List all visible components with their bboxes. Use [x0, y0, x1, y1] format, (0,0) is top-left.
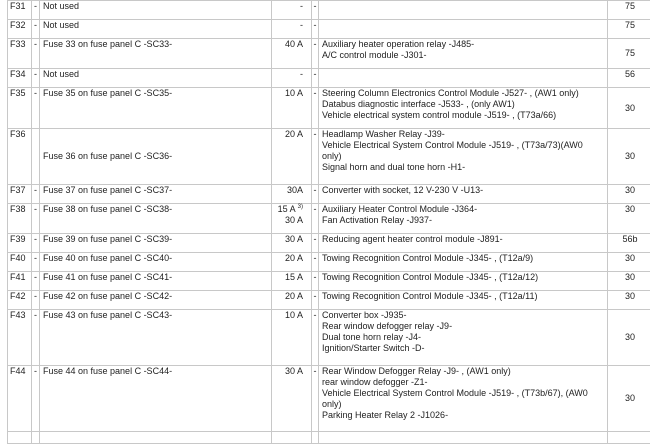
fuse-description: Fuse 44 on fuse panel C -SC44- — [40, 366, 272, 432]
table-row — [8, 129, 650, 185]
fuse-id: F39 — [8, 234, 32, 253]
separator: - — [312, 234, 319, 253]
separator: - — [312, 291, 319, 310]
separator: - — [32, 310, 40, 366]
separator: - — [32, 366, 40, 432]
fuse-rating: 20 A — [272, 253, 312, 272]
fuse-id: F42 — [8, 291, 32, 310]
separator: - — [312, 253, 319, 272]
fuse-circuits — [319, 272, 608, 291]
separator: - — [32, 69, 40, 88]
separator: - — [312, 69, 319, 88]
circuit-line: Auxiliary Heater Control Module -J364- — [322, 204, 478, 214]
fuse-id: F44 — [8, 366, 32, 432]
fuse-description: Fuse 38 on fuse panel C -SC38- — [40, 204, 272, 234]
fuse-circuits — [319, 185, 608, 204]
circuit-line: Signal horn and dual tone horn -H1- — [322, 162, 466, 172]
fuse-description: Fuse 36 on fuse panel C -SC36- — [40, 129, 272, 185]
circuit-line: Towing Recognition Control Module -J345- , (T12a/9) — [322, 253, 534, 263]
separator: - — [32, 253, 40, 272]
fuse-circuits — [319, 253, 608, 272]
fuse-table — [7, 0, 650, 444]
circuit-line: Converter box -J935- — [322, 310, 407, 320]
fuse-id: F35 — [8, 88, 32, 129]
circuit-line: only) — [322, 399, 342, 409]
fuse-rating: 30 A — [272, 234, 312, 253]
fuse-id: F43 — [8, 310, 32, 366]
fuse-rating — [272, 204, 312, 234]
fuse-rating: 10 A — [272, 88, 312, 129]
separator: - — [32, 291, 40, 310]
table-row — [8, 69, 650, 88]
circuit-line: Towing Recognition Control Module -J345- , (T12a/11) — [322, 291, 538, 301]
circuit-line: Rear window defogger relay -J9- — [322, 321, 453, 331]
fuse-rating: 15 A — [272, 272, 312, 291]
table-row — [8, 234, 650, 253]
fuse-circuits — [319, 39, 608, 69]
terminal: 30 — [608, 291, 650, 310]
circuit-line: Vehicle electrical system control module -J519- , (T73a/66) — [322, 110, 557, 120]
circuit-line: Auxiliary heater operation relay -J485- — [322, 39, 475, 49]
circuit-line: Converter with socket, 12 V-230 V -U13- — [322, 185, 484, 195]
separator: - — [312, 1, 319, 20]
fuse-rating: - — [272, 69, 312, 88]
terminal: 75 — [608, 39, 650, 69]
fuse-rating: - — [272, 20, 312, 39]
circuit-line: only) — [322, 151, 342, 161]
fuse-id: F31 — [8, 1, 32, 20]
separator: - — [312, 88, 319, 129]
terminal: 75 — [608, 1, 650, 20]
separator: - — [32, 234, 40, 253]
separator: - — [32, 185, 40, 204]
fuse-id: F41 — [8, 272, 32, 291]
table-row — [8, 272, 650, 291]
fuse-description: Fuse 35 on fuse panel C -SC35- — [40, 88, 272, 129]
separator: - — [32, 1, 40, 20]
fuse-rating: 30 A — [272, 366, 312, 432]
table-row — [8, 204, 650, 234]
fuse-description: Fuse 40 on fuse panel C -SC40- — [40, 253, 272, 272]
terminal: 56 — [608, 69, 650, 88]
terminal: 30 — [608, 272, 650, 291]
fuse-rating: - — [272, 1, 312, 20]
table-row — [8, 39, 650, 69]
separator: - — [32, 39, 40, 69]
terminal: 30 — [608, 88, 650, 129]
fuse-circuits — [319, 234, 608, 253]
fuse-id: F32 — [8, 20, 32, 39]
separator: - — [312, 272, 319, 291]
table-row — [8, 310, 650, 366]
circuit-line: Databus diagnostic interface -J533- , (only AW1) — [322, 99, 515, 109]
terminal: 30 — [608, 204, 650, 234]
circuit-line: Steering Column Electronics Control Module -J527- , (AW1 only) — [322, 88, 579, 98]
separator: - — [32, 204, 40, 234]
separator: - — [312, 129, 319, 185]
fuse-description: Fuse 33 on fuse panel C -SC33- — [40, 39, 272, 69]
fuse-circuits — [319, 310, 608, 366]
fuse-circuits — [319, 204, 608, 234]
separator: - — [312, 20, 319, 39]
circuit-line: Rear Window Defogger Relay -J9- , (AW1 only) — [322, 366, 511, 376]
fuse-rating: 20 A — [272, 129, 312, 185]
table-row — [8, 185, 650, 204]
terminal: 56b — [608, 234, 650, 253]
fuse-circuits — [319, 1, 608, 20]
circuit-line: Vehicle Electrical System Control Module -J519- , (T73a/73)(AW0 — [322, 140, 583, 150]
fuse-rating: 30A — [272, 185, 312, 204]
fuse-id: F40 — [8, 253, 32, 272]
table-row — [8, 20, 650, 39]
terminal: 75 — [608, 20, 650, 39]
table-row — [8, 366, 650, 432]
fuse-rating: 10 A — [272, 310, 312, 366]
table-row — [8, 88, 650, 129]
fuse-description: Not used — [40, 1, 272, 20]
fuse-id: F33 — [8, 39, 32, 69]
fuse-circuits — [319, 291, 608, 310]
circuit-line: Fan Activation Relay -J937- — [322, 215, 433, 225]
terminal: 30 — [608, 366, 650, 432]
fuse-description: Fuse 39 on fuse panel C -SC39- — [40, 234, 272, 253]
table-row — [8, 432, 650, 444]
fuse-circuits — [319, 366, 608, 432]
fuse-id: F37 — [8, 185, 32, 204]
terminal: 30 — [608, 185, 650, 204]
circuit-line: Parking Heater Relay 2 -J1026- — [322, 410, 449, 420]
fuse-id: F34 — [8, 69, 32, 88]
fuse-id: F36 — [8, 129, 32, 185]
fuse-rating-line: 30 A — [284, 215, 303, 225]
separator: - — [32, 20, 40, 39]
fuse-description: Fuse 37 on fuse panel C -SC37- — [40, 185, 272, 204]
separator: - — [32, 272, 40, 291]
separator: - — [312, 204, 319, 234]
fuse-id: F38 — [8, 204, 32, 234]
circuit-line: Vehicle Electrical System Control Module -J519- , (T73b/67), (AW0 — [322, 388, 588, 398]
circuit-line: Headlamp Washer Relay -J39- — [322, 129, 445, 139]
terminal: 30 — [608, 253, 650, 272]
terminal: 30 — [608, 310, 650, 366]
table-row — [8, 1, 650, 20]
circuit-line: Dual tone horn relay -J4- — [322, 332, 422, 342]
fuse-description: Fuse 43 on fuse panel C -SC43- — [40, 310, 272, 366]
fuse-description: Not used — [40, 20, 272, 39]
fuse-rating-line: 15 A $^{3)}$ — [277, 204, 303, 214]
fuse-rating: 20 A — [272, 291, 312, 310]
fuse-description: Not used — [40, 69, 272, 88]
footnote-marker: 3) — [297, 204, 303, 210]
separator — [32, 129, 40, 185]
separator: - — [32, 88, 40, 129]
table-row — [8, 291, 650, 310]
fuse-description: Fuse 41 on fuse panel C -SC41- — [40, 272, 272, 291]
circuit-line: rear window defogger -Z1- — [322, 377, 428, 387]
separator: - — [312, 310, 319, 366]
terminal: 30 — [608, 129, 650, 185]
circuit-line: Towing Recognition Control Module -J345- , (T12a/12) — [322, 272, 539, 282]
fuse-description: Fuse 42 on fuse panel C -SC42- — [40, 291, 272, 310]
fuse-circuits — [319, 129, 608, 185]
fuse-circuits — [319, 69, 608, 88]
separator: - — [312, 185, 319, 204]
separator: - — [312, 39, 319, 69]
circuit-line: Ignition/Starter Switch -D- — [322, 343, 425, 353]
circuit-line: A/C control module -J301- — [322, 50, 427, 60]
fuse-circuits — [319, 88, 608, 129]
separator: - — [312, 366, 319, 432]
circuit-line: Reducing agent heater control module -J891- — [322, 234, 503, 244]
table-row — [8, 253, 650, 272]
fuse-circuits — [319, 20, 608, 39]
fuse-rating: 40 A — [272, 39, 312, 69]
